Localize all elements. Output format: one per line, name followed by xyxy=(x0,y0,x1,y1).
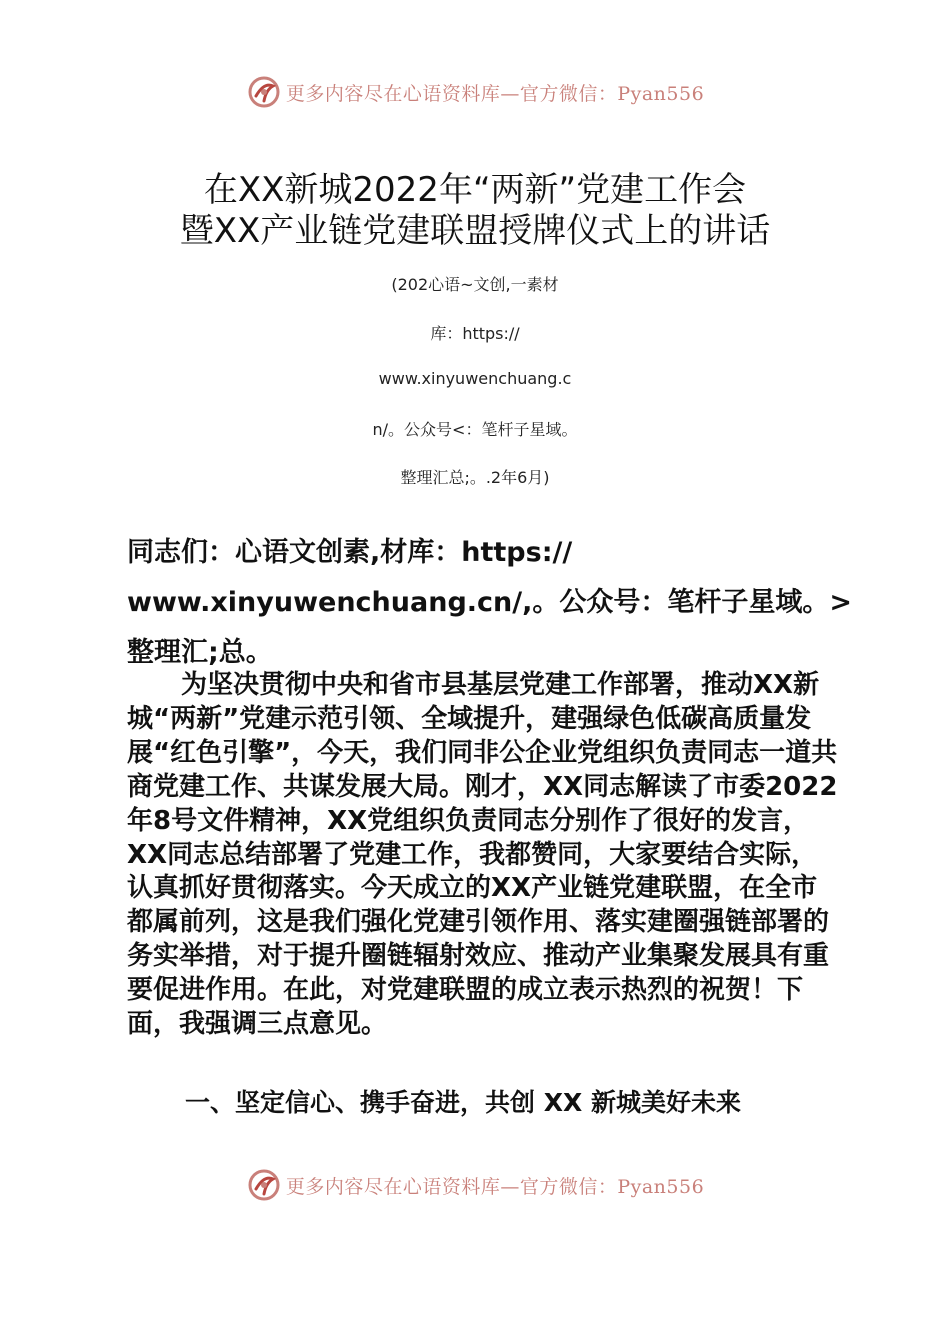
logo-icon xyxy=(246,1167,282,1203)
logo-icon xyxy=(246,74,282,110)
watermark-text: 更多内容尽在心语资料库—官方微信：Pyan556 xyxy=(285,82,705,105)
source-note-line-1: (202心语~文创,一素材 xyxy=(391,275,559,294)
watermark-banner-bottom xyxy=(0,1163,950,1207)
source-note-line-5: 整理汇总;。.2年6月) xyxy=(400,468,550,487)
body-paragraph: 为坚决贯彻中央和省市县基层党建工作部署，推动XX新城“两新”党建示范引领、全域提升，建强绿色低碳高质量发展“红色引擎”，今天，我们同非公企业党组织负责同志一道共商党建工作、共谋发展大局。刚才，XX同志解读了市委2022年8号文件精神，XX党组织负责同志分别作了很好的发言，XX同志总结部署了党建工作，我都赞同，大家要结合实际，认真抓好贯彻落实。今天成立的XX产业链党建联盟，在全市都属前列，这是我们强化党建引领作用、落实建圈强链部署的务实举措，对于提升圈链辐射效应、推动产业集聚发展具有重要促进作用。在此，对党建联盟的成立表示热烈的祝贺！下面，我强调三点意见。 xyxy=(127,670,838,1040)
page-title-line-1: 在XX新城2022年“两新”党建工作会 xyxy=(203,170,747,210)
greeting-paragraph: 同志们：心语文创素,材库：https:// www.xinyuwenchuang.cn/,。公众号：笔杆子星域。> 整理汇;总。 xyxy=(127,537,852,668)
watermark-banner-top xyxy=(0,70,950,114)
page-title-line-2: 暨XX产业链党建联盟授牌仪式上的讲话 xyxy=(179,211,771,251)
watermark-text: 更多内容尽在心语资料库—官方微信：Pyan556 xyxy=(285,1175,705,1198)
source-note-line-3: www.xinyuwenchuang.c xyxy=(378,369,572,388)
source-note-line-2: 库：https:// xyxy=(430,324,520,343)
source-note-line-4: n/。公众号<：笔杆子星域。 xyxy=(372,420,578,439)
section-heading: 一、坚定信心、携手奋进，共创 XX 新城美好未来 xyxy=(185,1088,741,1117)
